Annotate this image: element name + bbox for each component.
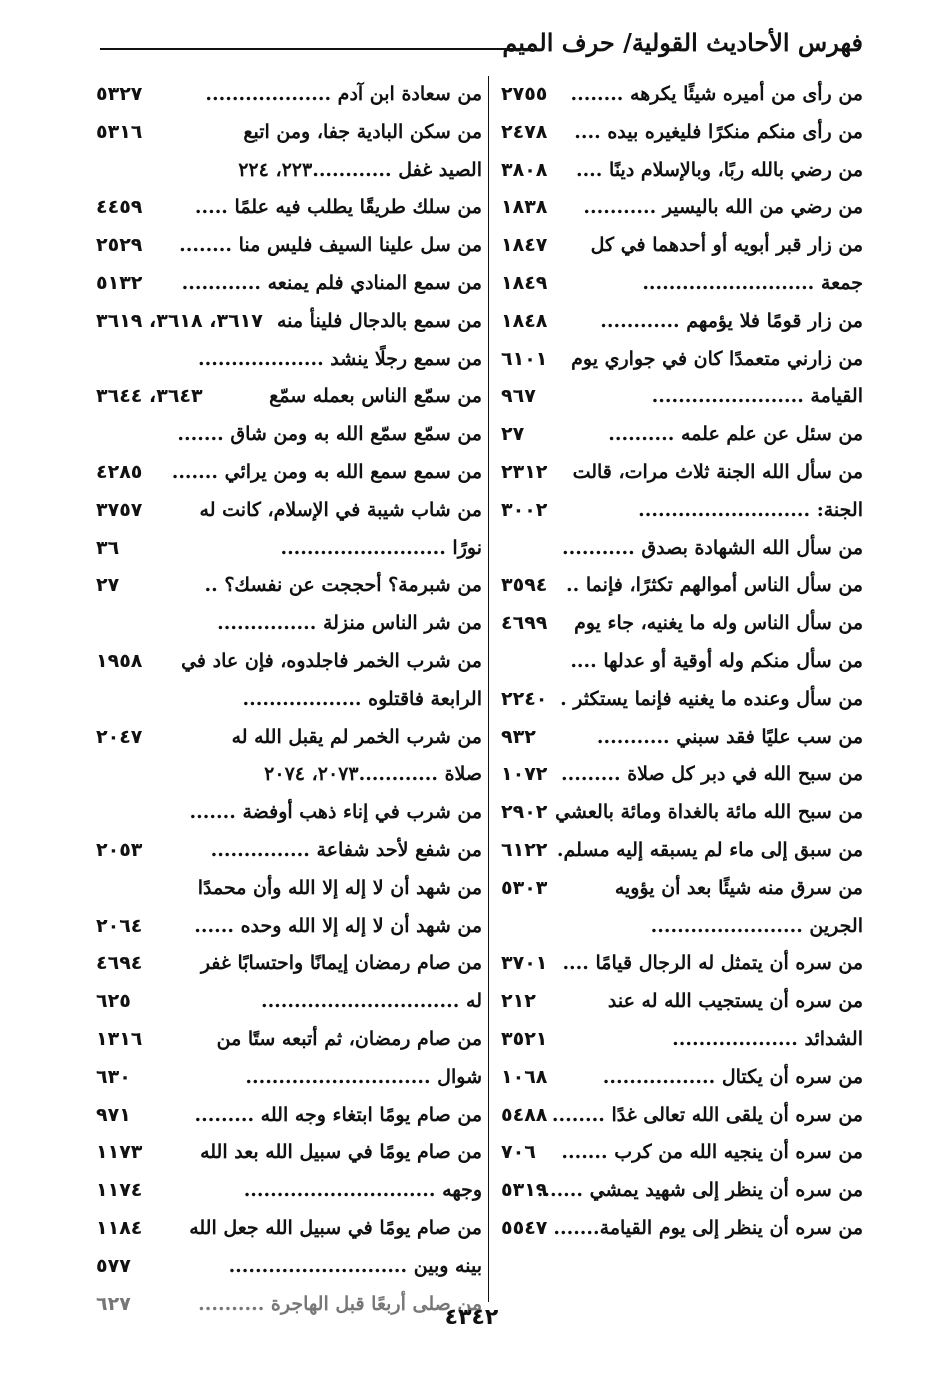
index-entry bbox=[92, 1134, 482, 1172]
index-entry bbox=[497, 454, 863, 492]
index-entry bbox=[497, 152, 863, 190]
index-entry bbox=[497, 756, 863, 794]
index-entry bbox=[92, 114, 482, 152]
entry-number: ٣٥٩٤ bbox=[501, 574, 548, 597]
index-entry bbox=[92, 341, 482, 379]
entry-text: من شاب شيبة في الإسلام، كانت له bbox=[199, 498, 482, 521]
index-entry bbox=[497, 870, 863, 908]
index-entry bbox=[497, 114, 863, 152]
entry-text: من سره أن يلقى الله تعالى غدًا ........ bbox=[551, 1103, 863, 1126]
entry-text: نورًا ......................... bbox=[280, 536, 482, 559]
entry-text: من صام رمضان، ثم أتبعه ستًا من bbox=[216, 1027, 482, 1050]
entry-number: ٣٠٠٢ bbox=[501, 498, 548, 521]
entry-text: من سعادة ابن آدم ................... bbox=[205, 83, 482, 105]
entry-text: من سبح الله مائة بالغداة ومائة بالعشي bbox=[555, 801, 863, 824]
entry-number: ١١٧٤ bbox=[96, 1179, 143, 1202]
index-entry bbox=[92, 378, 482, 416]
entry-text: من شبرمة؟ أحججت عن نفسك؟ .. bbox=[204, 574, 482, 597]
entry-number: ٣٧٥٧ bbox=[96, 498, 143, 521]
entry-text: من سمع رجلًا ينشد ................... bbox=[198, 347, 482, 370]
entry-number: ٦١٠١ bbox=[501, 347, 548, 370]
index-entry bbox=[497, 492, 863, 530]
entry-text: من سأل وعنده ما يغنيه فإنما يستكثر . bbox=[560, 687, 863, 710]
index-column-right bbox=[497, 76, 863, 1248]
entry-text: من سمع المنادي فلم يمنعه ............ bbox=[181, 271, 482, 294]
entry-text: القيامة ....................... bbox=[651, 385, 863, 408]
entry-number: ٢٥٢٩ bbox=[96, 234, 143, 257]
entry-text: من صام يومًا في سبيل الله جعل الله bbox=[189, 1216, 482, 1239]
entry-number: ١٨٣٨ bbox=[501, 196, 548, 219]
entry-number: ٥٥٤٧ bbox=[501, 1216, 548, 1239]
index-entry bbox=[497, 908, 863, 946]
entry-text: من سره أن ينظر إلى يوم القيامة....... bbox=[553, 1216, 863, 1239]
entry-number: ١٨٤٩ bbox=[501, 271, 548, 294]
entry-text: من رأى منكم منكرًا فليغيره بيده .... bbox=[574, 120, 863, 143]
entry-text: الشدائد ................... bbox=[672, 1027, 863, 1050]
index-entry bbox=[497, 567, 863, 605]
column-divider bbox=[488, 76, 489, 1302]
entry-number: ٥٧٧ bbox=[96, 1254, 131, 1277]
entry-text: من سأل الله الجنة ثلاث مرات، قالت bbox=[572, 460, 863, 483]
index-entry bbox=[497, 341, 863, 379]
index-entry bbox=[497, 643, 863, 681]
entry-text: الصيد غفل ............٢٢٣، ٢٢٤ bbox=[238, 158, 482, 181]
index-entry bbox=[92, 227, 482, 265]
entry-text: الجنة: .......................... bbox=[638, 498, 863, 521]
entry-number: ١٨٤٧ bbox=[501, 234, 548, 257]
index-entry bbox=[497, 605, 863, 643]
entry-text: وجهه ............................. bbox=[243, 1179, 482, 1202]
entry-number: ٣٥٢١ bbox=[501, 1027, 548, 1050]
page-title: فهرس الأحاديث القولية/ حرف الميم bbox=[502, 28, 863, 57]
entry-number: ٦٣٠ bbox=[96, 1065, 131, 1088]
index-entry bbox=[497, 1210, 863, 1248]
index-entry bbox=[497, 1059, 863, 1097]
entry-number: ١٩٥٨ bbox=[96, 649, 143, 672]
entry-text: بينه وبين ........................... bbox=[228, 1254, 482, 1277]
entry-text: من زار قبر أبويه أو أحدهما في كل bbox=[590, 234, 863, 257]
entry-number: ٢٧ bbox=[501, 423, 525, 446]
entry-number: ٢٠٦٤ bbox=[96, 914, 143, 937]
entry-number: ٢٧ bbox=[96, 574, 120, 597]
entry-number: ٣٨٠٨ bbox=[501, 158, 548, 181]
entry-text: من سب عليًا فقد سبني ........... bbox=[596, 725, 863, 748]
index-entry bbox=[92, 492, 482, 530]
entry-number: ٦٢٥ bbox=[96, 990, 131, 1013]
entry-text: الرابعة فاقتلوه .................. bbox=[242, 687, 482, 710]
entry-number: ٧٠٦ bbox=[501, 1141, 536, 1164]
entry-text: من سأل الله الشهادة بصدق ........... bbox=[562, 536, 863, 559]
index-entry bbox=[92, 152, 482, 190]
entry-number: ٤٤٥٩ bbox=[96, 196, 143, 219]
entry-number: ٥١٣٢ bbox=[96, 271, 143, 294]
header-rule bbox=[100, 48, 533, 50]
index-entry bbox=[92, 1210, 482, 1248]
entry-text: شوال ............................ bbox=[245, 1065, 482, 1088]
entry-text: من شفع لأحد شفاعة ............... bbox=[210, 838, 482, 861]
index-entry bbox=[497, 983, 863, 1021]
entry-number: ١٠٦٨ bbox=[501, 1065, 548, 1088]
entry-text: من شرب الخمر لم يقبل الله له bbox=[231, 725, 482, 748]
index-entry bbox=[92, 908, 482, 946]
entry-number: ٥٣٢٧ bbox=[96, 83, 143, 105]
entry-text: من صلى أربعًا قبل الهاجرة .......... bbox=[198, 1292, 482, 1315]
index-entry bbox=[92, 945, 482, 983]
entry-text: صلاة ............٢٠٧٣، ٢٠٧٤ bbox=[264, 763, 482, 786]
index-entry bbox=[497, 1097, 863, 1135]
entry-number: ١١٨٤ bbox=[96, 1216, 143, 1239]
entry-text: الجرين ....................... bbox=[650, 914, 863, 937]
entry-number: ٥٣١٩ bbox=[501, 1179, 548, 1202]
entry-number: ٦٢٧ bbox=[96, 1292, 131, 1315]
entry-text: من رأى من أميره شيئًا يكرهه ........ bbox=[570, 83, 863, 105]
entry-number: ٥٣١٦ bbox=[96, 120, 143, 143]
entry-number: ٤٦٩٤ bbox=[96, 952, 143, 975]
index-entry bbox=[92, 983, 482, 1021]
entry-text: من سمّع سمّع الله به ومن شاق ....... bbox=[177, 423, 482, 446]
index-entry bbox=[497, 416, 863, 454]
entry-number: ٢٢٤٠ bbox=[501, 687, 548, 710]
index-entry bbox=[92, 719, 482, 757]
index-entry bbox=[92, 643, 482, 681]
page-header bbox=[100, 28, 863, 62]
entry-text: من سمع سمع الله به ومن يرائي ....... bbox=[171, 460, 482, 483]
entry-number: ١٠٧٢ bbox=[501, 763, 548, 786]
entry-text: من رضي من الله باليسير ........... bbox=[583, 196, 863, 219]
entry-number: ٥٤٨٨ bbox=[501, 1103, 548, 1126]
index-entry bbox=[497, 1134, 863, 1172]
index-entry bbox=[92, 756, 482, 794]
index-entry bbox=[92, 605, 482, 643]
index-entry bbox=[92, 1172, 482, 1210]
entry-text: من سأل الناس أموالهم تكثرًا، فإنما .. bbox=[566, 574, 863, 597]
entry-number: ٣٧٠١ bbox=[501, 952, 548, 975]
entry-text: من سمع بالدجال فلينأ منه bbox=[276, 309, 482, 332]
index-entry bbox=[92, 567, 482, 605]
entry-number: ٢٧٥٥ bbox=[501, 83, 548, 105]
entry-number: ٢٩٠٢ bbox=[501, 801, 548, 824]
index-entry bbox=[92, 870, 482, 908]
index-entry bbox=[92, 1248, 482, 1286]
entry-text: من سأل منكم وله أوقية أو عدلها .... bbox=[570, 649, 863, 672]
entry-number: ٣٦١٧، ٣٦١٨، ٣٦١٩ bbox=[96, 309, 263, 332]
entry-text: من شرب الخمر فاجلدوه، فإن عاد في bbox=[181, 649, 482, 672]
entry-number: ٢٠٤٧ bbox=[96, 725, 143, 748]
index-entry bbox=[92, 832, 482, 870]
entry-text: من سرق منه شيئًا بعد أن يؤويه bbox=[614, 876, 863, 899]
index-entry bbox=[92, 1021, 482, 1059]
index-entry bbox=[92, 681, 482, 719]
entry-text: جمعة .......................... bbox=[642, 271, 863, 294]
index-entry bbox=[497, 227, 863, 265]
entry-text: من سلك طريقًا يطلب فيه علمًا ..... bbox=[194, 196, 482, 219]
entry-number: ٣٦٤٣، ٣٦٤٤ bbox=[96, 385, 203, 408]
index-entry bbox=[497, 303, 863, 341]
index-entry bbox=[497, 794, 863, 832]
entry-text: من صام يومًا ابتغاء وجه الله ......... bbox=[194, 1103, 482, 1126]
entry-number: ٢٤٧٨ bbox=[501, 120, 548, 143]
entry-text: من شرب في إناء ذهب أوفضة ....... bbox=[189, 801, 482, 824]
entry-text: من سره أن يتمثل له الرجال قيامًا .... bbox=[562, 952, 863, 975]
index-entry bbox=[497, 378, 863, 416]
entry-text: من سبق إلى ماء لم يسبقه إليه مسلم. bbox=[556, 838, 863, 861]
entry-number: ١٨٤٨ bbox=[501, 309, 548, 332]
index-entry bbox=[92, 416, 482, 454]
page-number: ٤٣٤٢ bbox=[444, 1305, 499, 1330]
entry-text: من سكن البادية جفا، ومن اتبع bbox=[243, 120, 482, 143]
entry-text: من صام رمضان إيمانًا واحتسابًا غفر bbox=[200, 952, 482, 975]
index-entry bbox=[497, 265, 863, 303]
index-entry bbox=[497, 1172, 863, 1210]
entry-text: من سبح الله في دبر كل صلاة ......... bbox=[561, 763, 863, 786]
entry-text: من شهد أن لا إله إلا الله وأن محمدًا bbox=[197, 876, 482, 899]
entry-number: ٢٠٥٣ bbox=[96, 838, 143, 861]
index-entry bbox=[92, 303, 482, 341]
entry-number: ٩٧١ bbox=[96, 1103, 131, 1126]
entry-number: ٦١٢٢ bbox=[501, 838, 548, 861]
index-entry bbox=[92, 76, 482, 114]
index-entry bbox=[92, 265, 482, 303]
index-entry bbox=[497, 530, 863, 568]
entry-text: من سره أن ينظر إلى شهيد يمشي ....... bbox=[536, 1179, 863, 1202]
entry-text: من سره أن ينجيه الله من كرب ....... bbox=[561, 1141, 863, 1164]
entry-text: من زار قومًا فلا يؤمهم ............ bbox=[600, 309, 863, 332]
index-entry bbox=[497, 719, 863, 757]
index-entry bbox=[497, 189, 863, 227]
entry-text: من سئل عن علم علمه .......... bbox=[608, 423, 863, 446]
entry-text: من سل علينا السيف فليس منا ........ bbox=[179, 234, 482, 257]
index-entry bbox=[497, 1021, 863, 1059]
entry-number: ١٣١٦ bbox=[96, 1027, 143, 1050]
index-entry bbox=[92, 1059, 482, 1097]
entry-number: ٣٦ bbox=[96, 536, 120, 559]
index-column-left bbox=[92, 76, 482, 1323]
entry-text: من صام يومًا في سبيل الله بعد الله bbox=[200, 1141, 482, 1164]
entry-text: من سره أن يكتال ................. bbox=[602, 1065, 863, 1088]
entry-text: من سره أن يستجيب الله له عند bbox=[607, 990, 863, 1013]
entry-number: ٢١٢ bbox=[501, 990, 536, 1013]
entry-text: من شهد أن لا إله إلا الله وحده ...... bbox=[194, 914, 482, 937]
entry-number: ٤٦٩٩ bbox=[501, 612, 548, 635]
entry-number: ٩٦٧ bbox=[501, 385, 536, 408]
entry-text: من رضي بالله ربًا، وبالإسلام دينًا .... bbox=[575, 158, 863, 181]
index-entry bbox=[497, 76, 863, 114]
entry-number: ٩٣٢ bbox=[501, 725, 536, 748]
entry-text: من شر الناس منزلة ............... bbox=[217, 612, 482, 635]
index-entry bbox=[92, 189, 482, 227]
index-entry bbox=[92, 530, 482, 568]
index-entry bbox=[497, 832, 863, 870]
entry-text: من سأل الناس وله ما يغنيه، جاء يوم bbox=[574, 612, 863, 635]
index-entry bbox=[497, 681, 863, 719]
index-entry bbox=[92, 794, 482, 832]
entry-text: له .............................. bbox=[260, 990, 482, 1013]
index-entry bbox=[92, 454, 482, 492]
entry-number: ٢٣١٢ bbox=[501, 460, 548, 483]
entry-number: ٥٣٠٣ bbox=[501, 876, 548, 899]
entry-number: ٤٢٨٥ bbox=[96, 460, 143, 483]
entry-text: من سمّع الناس بعمله سمّع bbox=[269, 385, 482, 408]
index-entry bbox=[497, 945, 863, 983]
entry-number: ١١٧٣ bbox=[96, 1141, 143, 1164]
index-entry bbox=[92, 1097, 482, 1135]
entry-text: من زارني متعمدًا كان في جواري يوم bbox=[571, 347, 863, 370]
